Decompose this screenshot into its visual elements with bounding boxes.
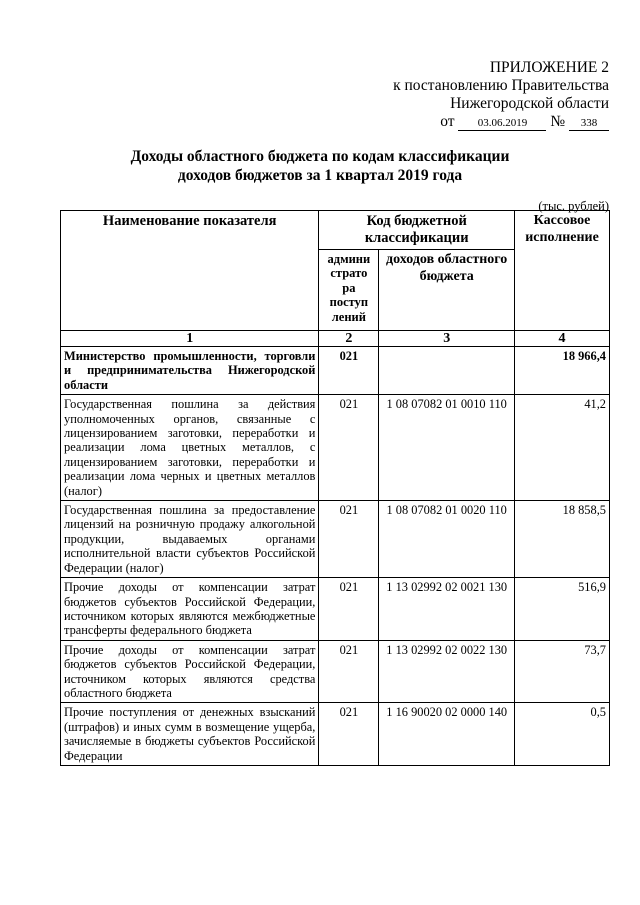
decree-number: 338 xyxy=(569,117,609,131)
header-name: Наименование показателя xyxy=(61,211,319,331)
table-row xyxy=(61,640,610,703)
decree-from-label: от xyxy=(440,113,455,130)
header-admin: админи страто ра поступ лений xyxy=(319,250,379,331)
row-amount: 0,5 xyxy=(515,703,610,766)
row-name: Прочие поступления от денежных взысканий (штрафов) и иных сумм в возмещение ущерба, зачисляемые в бюджеты субъектов Российской Федерации xyxy=(61,703,319,766)
row-admin-code: 021 xyxy=(319,640,379,703)
table-row xyxy=(61,703,610,766)
row-admin-code: 021 xyxy=(319,578,379,641)
row-amount: 73,7 xyxy=(515,640,610,703)
decree-number-label: № xyxy=(550,113,566,130)
appendix-decree-line: к постановлению Правительства xyxy=(393,77,609,94)
row-revenue-code: 1 08 07082 01 0020 110 xyxy=(379,501,515,578)
row-amount: 18 966,4 xyxy=(515,347,610,395)
row-admin-code: 021 xyxy=(319,395,379,501)
header-execution: Кассовое исполнение xyxy=(515,211,610,331)
document-title-line2: доходов бюджетов за 1 квартал 2019 года xyxy=(177,167,463,184)
row-revenue-code: 1 13 02992 02 0022 130 xyxy=(379,640,515,703)
table-row xyxy=(61,578,610,641)
header-code-group: Код бюджетной классификации xyxy=(319,211,515,250)
units-note: (тыс. рублей) xyxy=(538,199,609,213)
column-number-row xyxy=(61,331,610,347)
table-row xyxy=(61,347,610,395)
row-revenue-code: 1 08 07082 01 0010 110 xyxy=(379,395,515,501)
table-row xyxy=(61,395,610,501)
row-name: Прочие доходы от компенсации затрат бюджетов субъектов Российской Федерации, источником которых являются средства областного бюджета xyxy=(61,640,319,703)
decree-reference xyxy=(440,113,609,131)
row-revenue-code: 1 13 02992 02 0021 130 xyxy=(379,578,515,641)
row-amount: 18 858,5 xyxy=(515,501,610,578)
header-revenue: доходов областного бюджета xyxy=(379,250,515,331)
appendix-block xyxy=(359,59,609,131)
column-number: 3 xyxy=(379,331,515,347)
row-revenue-code: 1 16 90020 02 0000 140 xyxy=(379,703,515,766)
row-name: Министерство промышленности, торговли и предпринимательства Нижегородской области xyxy=(61,347,319,395)
document-title-line1: Доходы областного бюджета по кодам классификации xyxy=(130,148,510,165)
column-number: 1 xyxy=(61,331,319,347)
row-amount: 41,2 xyxy=(515,395,610,501)
document-title xyxy=(0,147,640,185)
column-number: 4 xyxy=(515,331,610,347)
revenue-table xyxy=(60,210,610,766)
column-number: 2 xyxy=(319,331,379,347)
row-admin-code: 021 xyxy=(319,703,379,766)
row-admin-code: 021 xyxy=(319,501,379,578)
table-header-row xyxy=(61,211,610,250)
row-revenue-code xyxy=(379,347,515,395)
row-admin-code: 021 xyxy=(319,347,379,395)
decree-date: 03.06.2019 xyxy=(458,117,546,131)
appendix-region-line: Нижегородской области xyxy=(450,95,609,112)
row-name: Прочие доходы от компенсации затрат бюджетов субъектов Российской Федерации, источником которых являются межбюджетные трансферты федерального бюджета xyxy=(61,578,319,641)
table-row xyxy=(61,501,610,578)
row-name: Государственная пошлина за действия уполномоченных органов, связанные с лицензированием заготовки, переработки и реализации лома цветных металлов, с лицензированием заготовки, переработки и реализации лома черных и цветных металлов (налог) xyxy=(61,395,319,501)
appendix-title: ПРИЛОЖЕНИЕ 2 xyxy=(489,59,609,76)
row-amount: 516,9 xyxy=(515,578,610,641)
row-name: Государственная пошлина за предоставление лицензий на розничную продажу алкогольной продукции, выдаваемых органами исполнительной власти субъектов Российской Федерации (налог) xyxy=(61,501,319,578)
